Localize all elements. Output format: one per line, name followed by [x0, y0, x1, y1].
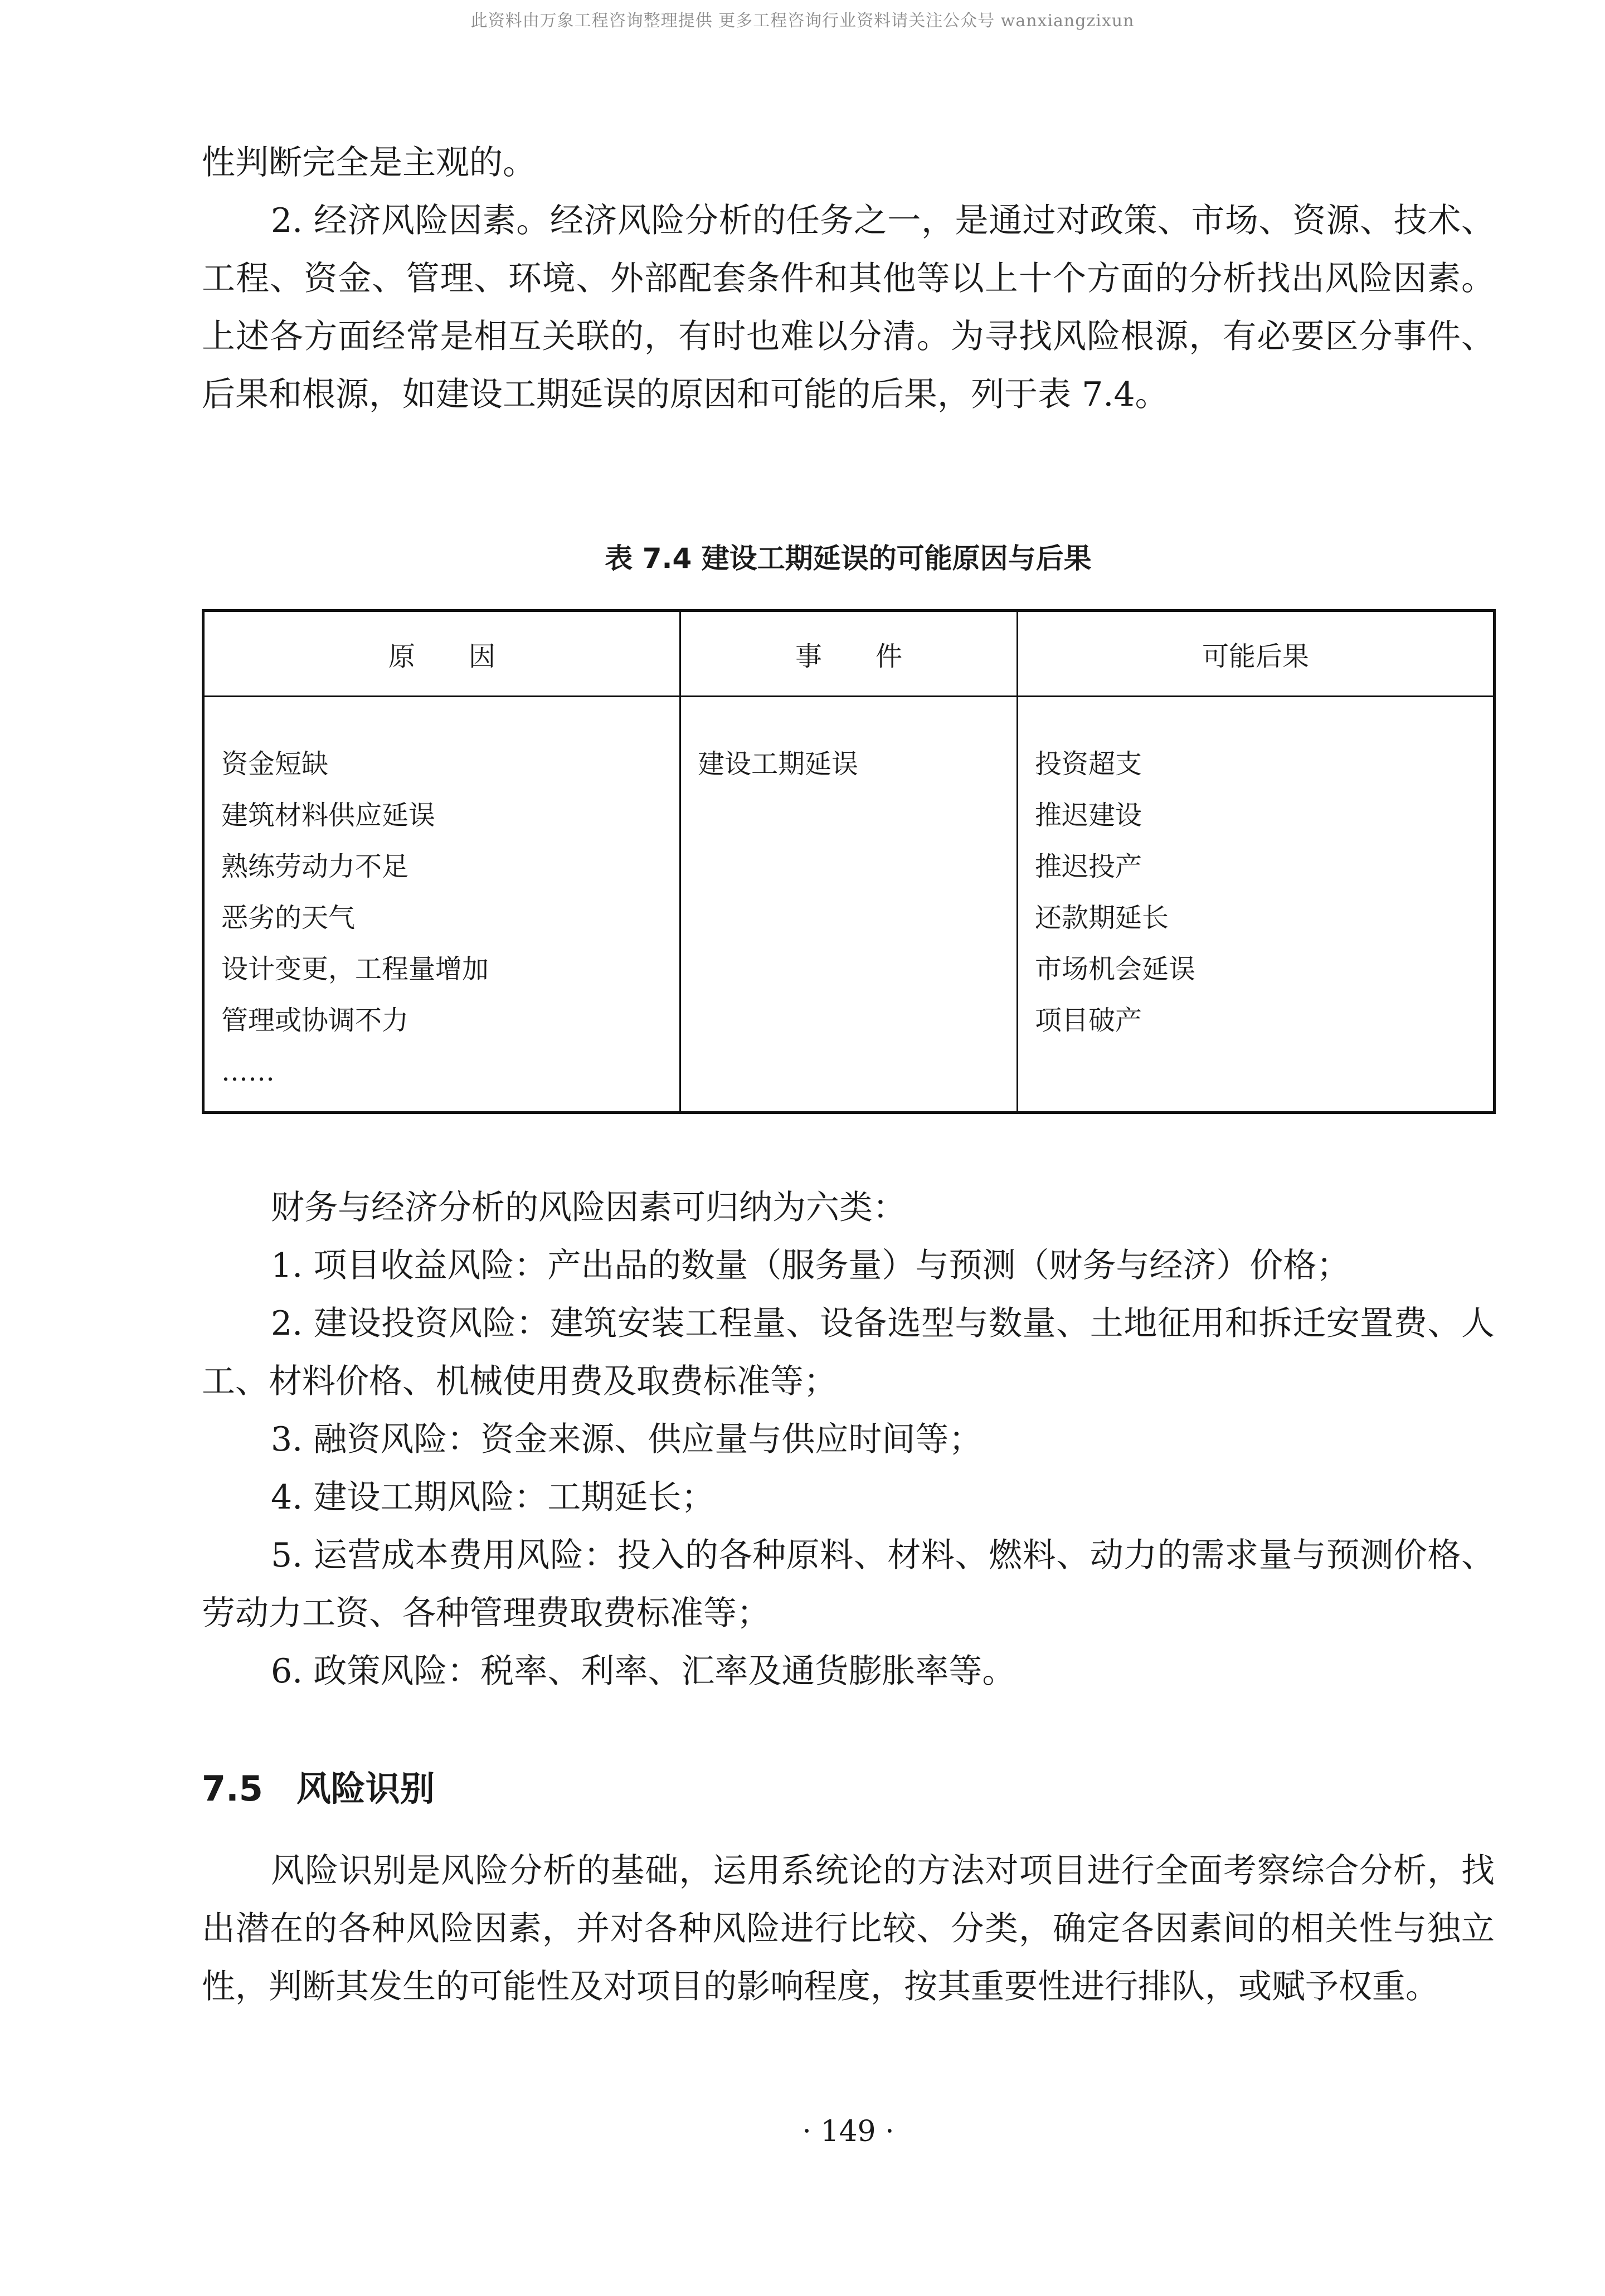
page-number: · 149 · — [802, 2115, 894, 2148]
cause-item: 熟练劳动力不足 — [221, 851, 409, 882]
section-number: 7.5 — [202, 1768, 263, 1809]
section-heading — [202, 1761, 435, 1811]
table-caption: 表 7.4 建设工期延误的可能原因与后果 — [605, 542, 1092, 575]
intro-text — [202, 134, 1495, 424]
consequences-cell — [1018, 697, 1495, 1113]
watermark: 此资料由万象工程咨询整理提供 更多工程咨询行业资料请关注公众号 wanxiangzixun — [470, 11, 1135, 31]
factor-item-6: 6. 政策风险：税率、利率、汇率及通货膨胀率等。 — [271, 1652, 1016, 1691]
cause-item: 设计变更，工程量增加 — [221, 954, 489, 985]
factor-item-4: 4. 建设工期风险：工期延长； — [271, 1478, 715, 1517]
cause-item: 恶劣的天气 — [221, 902, 356, 933]
event-item: 建设工期延误 — [698, 748, 859, 780]
events-cell — [680, 697, 1018, 1113]
cause-item: …… — [221, 1056, 275, 1087]
consequence-item: 项目破产 — [1035, 1005, 1142, 1036]
risk-factor-list — [202, 1179, 1495, 1700]
intro-paragraph-1: 性判断完全是主观的。 — [202, 143, 536, 182]
section-title: 风险识别 — [296, 1768, 435, 1809]
header-event: 事 件 — [680, 611, 1018, 697]
consequence-item: 推迟投产 — [1035, 851, 1142, 882]
consequence-item: 投资超支 — [1035, 748, 1142, 780]
cause-item: 资金短缺 — [221, 748, 329, 780]
factor-item-1: 1. 项目收益风险：产出品的数量（服务量）与预测（财务与经济）价格； — [271, 1246, 1350, 1285]
factor-item-5: 5. 运营成本费用风险：投入的各种原料、材料、燃料、动力的需求量与预测价格、劳动力工资、各种管理费取费标准等； — [202, 1536, 1495, 1633]
consequence-item: 市场机会延误 — [1035, 954, 1196, 985]
section-text — [202, 1842, 1495, 2016]
consequence-item: 推迟建设 — [1035, 800, 1142, 831]
section-paragraph: 风险识别是风险分析的基础，运用系统论的方法对项目进行全面考察综合分析，找出潜在的各种风险因素，并对各种风险进行比较、分类，确定各因素间的相关性与独立性，判断其发生的可能性及对项目的影响程度，按其重要性进行排队，或赋予权重。 — [202, 1851, 1495, 2006]
cause-item: 建筑材料供应延误 — [221, 800, 436, 831]
cause-item: 管理或协调不力 — [221, 1005, 409, 1036]
factor-item-2: 2. 建设投资风险：建筑安装工程量、设备选型与数量、土地征用和拆迁安置费、人工、材料价格、机械使用费及取费标准等； — [202, 1304, 1495, 1401]
consequence-item: 还款期延长 — [1035, 902, 1169, 933]
factor-intro: 财务与经济分析的风险因素可归纳为六类： — [271, 1188, 906, 1227]
header-consequence: 可能后果 — [1018, 611, 1495, 697]
factor-item-3: 3. 融资风险：资金来源、供应量与供应时间等； — [271, 1420, 983, 1459]
header-cause: 原 因 — [203, 611, 680, 697]
intro-paragraph-2: 2. 经济风险因素。经济风险分析的任务之一，是通过对政策、市场、资源、技术、工程、资金、管理、环境、外部配套条件和其他等以上十个方面的分析找出风险因素。上述各方面经常是相互关联的，有时也难以分清。为寻找风险根源，有必要区分事件、后果和根源，如建设工期延误的原因和可能的后果，列于表 7.4。 — [202, 201, 1495, 414]
delay-causes-table — [202, 609, 1496, 1114]
causes-cell — [203, 697, 680, 1113]
